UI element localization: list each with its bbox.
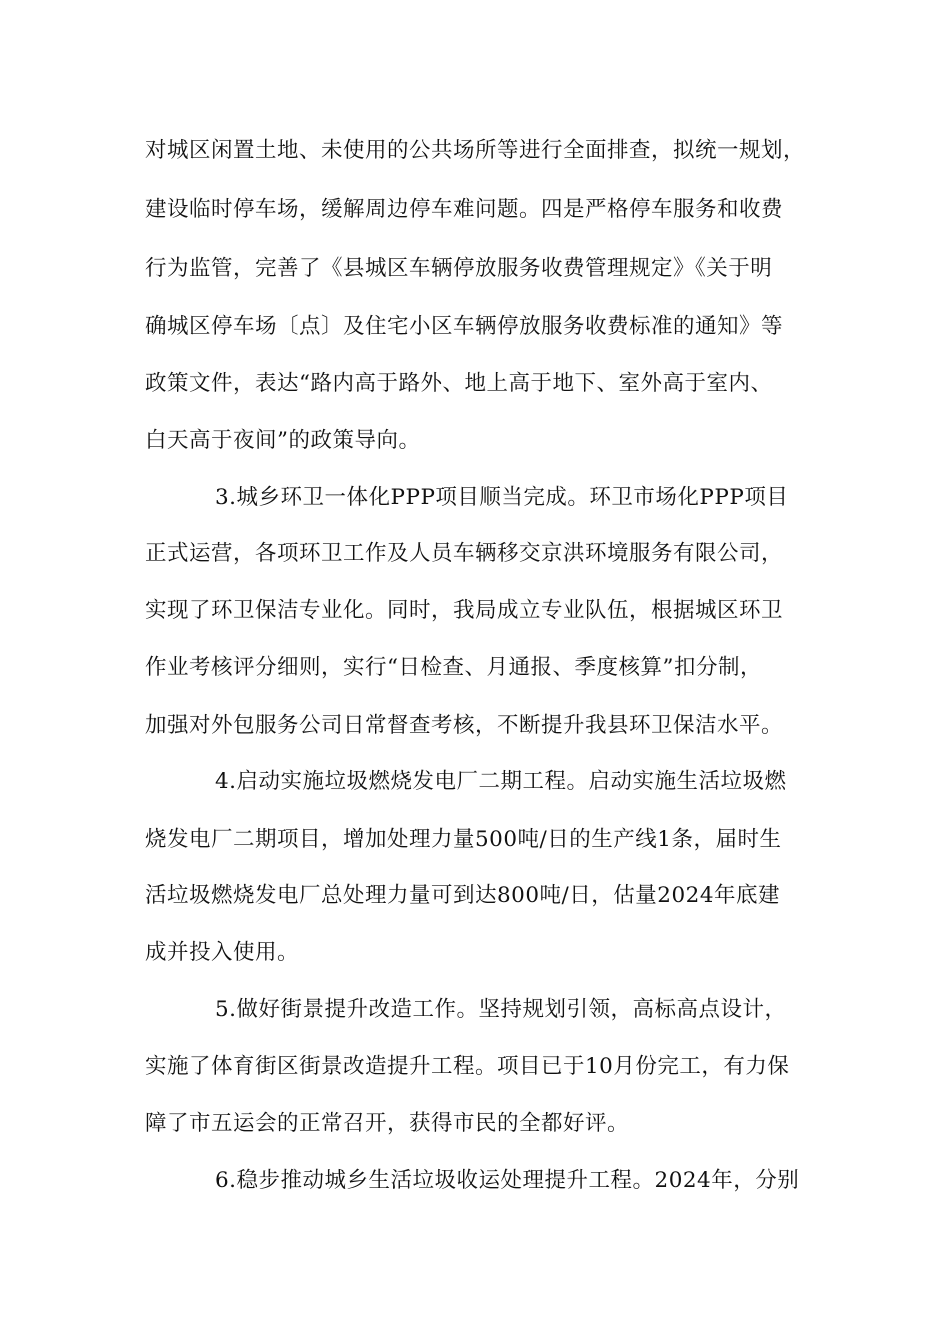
text-line: 实现了环卫保洁专业化。同时，我局成立专业队伍，根据城区环卫 (145, 598, 784, 623)
text-line: 加强对外包服务公司日常督查考核，不断提升我县环卫保洁水平。 (145, 713, 784, 738)
text-line: 确城区停车场〔点〕及住宅小区车辆停放服务收费标准的通知》等 (145, 314, 784, 339)
text-line: 行为监管，完善了《县城区车辆停放服务收费管理规定》《关于明 (145, 256, 773, 281)
text-line: 成并投入使用。 (145, 940, 300, 965)
text-line: 实施了体育街区街景改造提升工程。项目已于10月份完工，有力保 (145, 1054, 790, 1079)
text-line: 活垃圾燃烧发电厂总处理力量可到达800吨/日，估量2024年底建 (145, 883, 780, 908)
text-line: 对城区闲置土地、未使用的公共场所等进行全面排查，拟统一规划， (145, 138, 806, 163)
text-line: 烧发电厂二期项目，增加处理力量500吨/日的生产线1条，届时生 (145, 827, 782, 852)
text-line: 正式运营，各项环卫工作及人员车辆移交京洪环境服务有限公司， (145, 541, 784, 566)
paragraph-heading-5: 5.做好街景提升改造工作。坚持规划引领，高标高点设计， (215, 997, 787, 1022)
text-line: 白天高于夜间”的政策导向。 (145, 428, 421, 453)
text-line: 建设临时停车场，缓解周边停车难问题。四是严格停车服务和收费 (145, 197, 784, 222)
paragraph-heading-6: 6.稳步推动城乡生活垃圾收运处理提升工程。2024年，分别 (215, 1168, 800, 1193)
text-line: 政策文件，表达“路内高于路外、地上高于地下、室外高于室内、 (145, 371, 773, 396)
text-line: 障了市五运会的正常召开，获得市民的全都好评。 (145, 1111, 630, 1136)
paragraph-heading-4: 4.启动实施垃圾燃烧发电厂二期工程。启动实施生活垃圾燃 (215, 769, 787, 794)
paragraph-heading-3: 3.城乡环卫一体化PPP项目顺当完成。环卫市场化PPP项目 (215, 485, 789, 510)
text-line: 作业考核评分细则，实行“日检查、月通报、季度核算”扣分制， (145, 655, 762, 680)
